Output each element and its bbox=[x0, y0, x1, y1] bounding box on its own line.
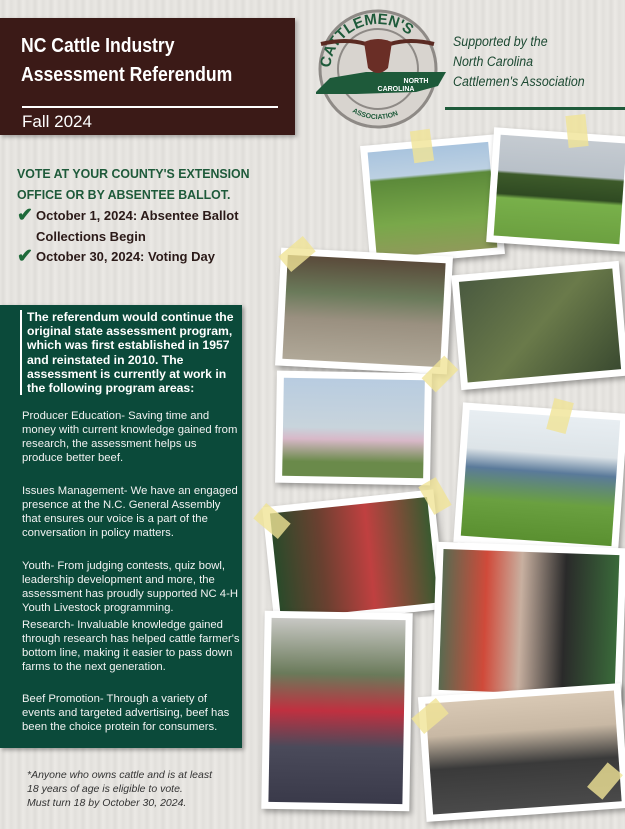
checkmark-icon: ✔ bbox=[17, 246, 33, 267]
supporter-text: Supported by the North Carolina Cattlemen's Association bbox=[453, 34, 585, 89]
program-area: Issues Management- We have an engaged presence at the N.C. General Assembly that ensures our voice is a part of the conversation in policy matters. bbox=[22, 485, 238, 539]
title-banner bbox=[0, 18, 295, 135]
svg-text:CAROLINA: CAROLINA bbox=[377, 86, 415, 93]
photo-cattle-field bbox=[486, 127, 625, 251]
program-info-box bbox=[0, 305, 242, 748]
program-area: Beef Promotion- Through a variety of events and targeted advertising, beef has been the choice protein for consumers. bbox=[22, 693, 230, 733]
photo-soil-sample bbox=[451, 261, 625, 390]
divider bbox=[22, 106, 278, 108]
intro-text: The referendum would continue the original state assessment program, which was first established in 1957 and reinstated in 2010. The assessment is currently at work in the following program areas: bbox=[20, 310, 240, 395]
tape bbox=[565, 114, 588, 148]
photo-barn-visit bbox=[275, 248, 453, 375]
tape bbox=[410, 129, 434, 163]
date-item: ✔ October 30, 2024: Voting Day bbox=[17, 246, 215, 267]
photo-beef-event-crowd bbox=[261, 611, 412, 812]
program-area: Youth- From judging contests, quiz bowl, leadership development and more, the assessment has proudly supported NC 4-H Youth Livestock programming. bbox=[22, 560, 238, 614]
vote-heading: VOTE AT YOUR COUNTY'S EXTENSION OFFICE OR BY ABSENTEE BALLOT. bbox=[17, 166, 250, 202]
svg-text:NORTH: NORTH bbox=[403, 78, 429, 85]
subtitle: Fall 2024 bbox=[22, 112, 92, 131]
title: NC Cattle Industry Assessment Referendum bbox=[21, 35, 233, 86]
photo-group-silos bbox=[275, 371, 432, 486]
svg-text:ASSOCIATION: ASSOCIATION bbox=[350, 107, 400, 122]
checkmark-icon: ✔ bbox=[17, 205, 33, 226]
photo-youth-calves bbox=[262, 489, 446, 626]
date-item: ✔ October 1, 2024: Absentee Ballot Collections Begin bbox=[17, 205, 239, 247]
photo-field-day bbox=[453, 402, 625, 553]
svg-text:CATTLEMEN'S: CATTLEMEN'S bbox=[317, 10, 417, 69]
eligibility-footnote: *Anyone who owns cattle and is at least 18 years of age is eligible to vote. Must turn 18 by October 30, 2024. bbox=[27, 769, 213, 809]
photo-livestock-judging bbox=[431, 542, 625, 704]
photo-quiz-bowl-team bbox=[418, 683, 625, 822]
program-area: Producer Education- Saving time and money with current knowledge gained from research, the assessment helps us produce better beef. bbox=[22, 410, 238, 464]
cattlemens-association-logo bbox=[316, 2, 452, 132]
program-area: Research- Invaluable knowledge gained through research has helped cattle farmer's bottom line, making it easier to pass down farms to the next generation. bbox=[22, 619, 240, 673]
divider bbox=[445, 107, 625, 110]
